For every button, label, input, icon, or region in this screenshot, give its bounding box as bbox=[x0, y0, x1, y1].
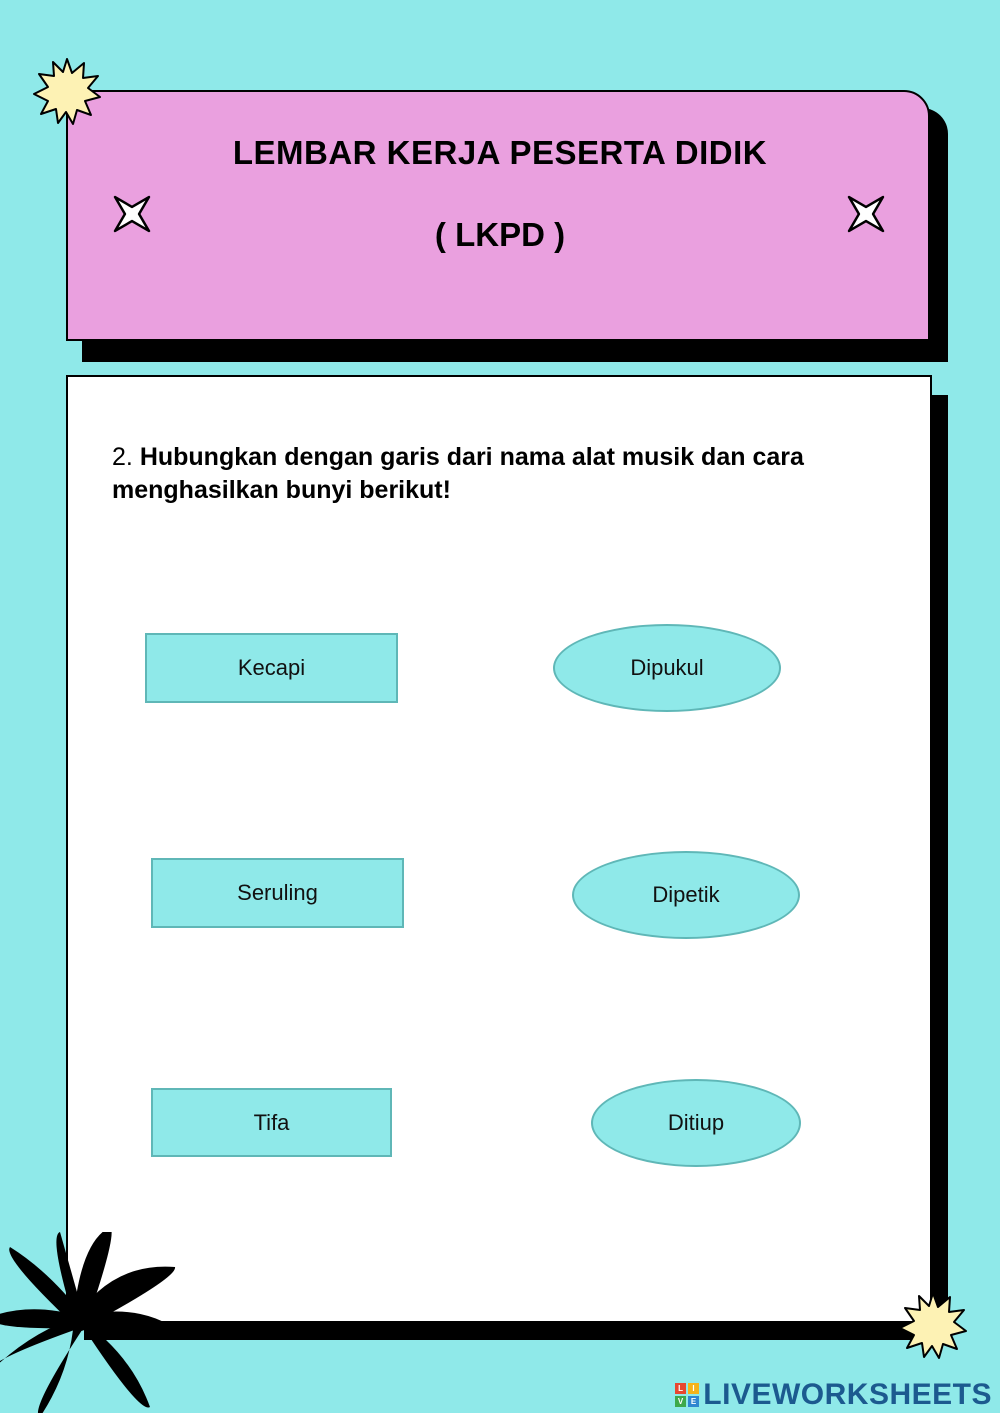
worksheet-card bbox=[66, 375, 932, 1323]
question-number: 2. bbox=[112, 443, 133, 471]
brand-name: LIVEWORKSHEETS bbox=[703, 1378, 992, 1411]
instrument-box-kecapi[interactable]: Kecapi bbox=[145, 633, 398, 703]
starburst-icon-top bbox=[32, 56, 102, 126]
question-text bbox=[112, 441, 892, 507]
question-instruction: Hubungkan dengan garis dari nama alat musik dan cara menghasilkan bunyi berikut! bbox=[112, 443, 804, 504]
instrument-box-seruling[interactable]: Seruling bbox=[151, 858, 404, 928]
burst-icon-bottom bbox=[0, 1232, 190, 1413]
sparkle-icon-left bbox=[106, 188, 158, 240]
method-oval-dipetik[interactable]: Dipetik bbox=[572, 851, 800, 939]
page-subtitle: ( LKPD ) bbox=[434, 216, 566, 253]
brand-logo-icon: L I V E bbox=[675, 1383, 699, 1407]
method-oval-dipukul[interactable]: Dipukul bbox=[553, 624, 781, 712]
instrument-box-tifa[interactable]: Tifa bbox=[151, 1088, 392, 1157]
method-oval-ditiup[interactable]: Ditiup bbox=[591, 1079, 801, 1167]
starburst-icon-bottom bbox=[898, 1290, 968, 1360]
page-title: LEMBAR KERJA PESERTA DIDIK bbox=[232, 134, 768, 171]
brand-logo bbox=[675, 1378, 992, 1412]
sparkle-icon-right bbox=[840, 188, 892, 240]
